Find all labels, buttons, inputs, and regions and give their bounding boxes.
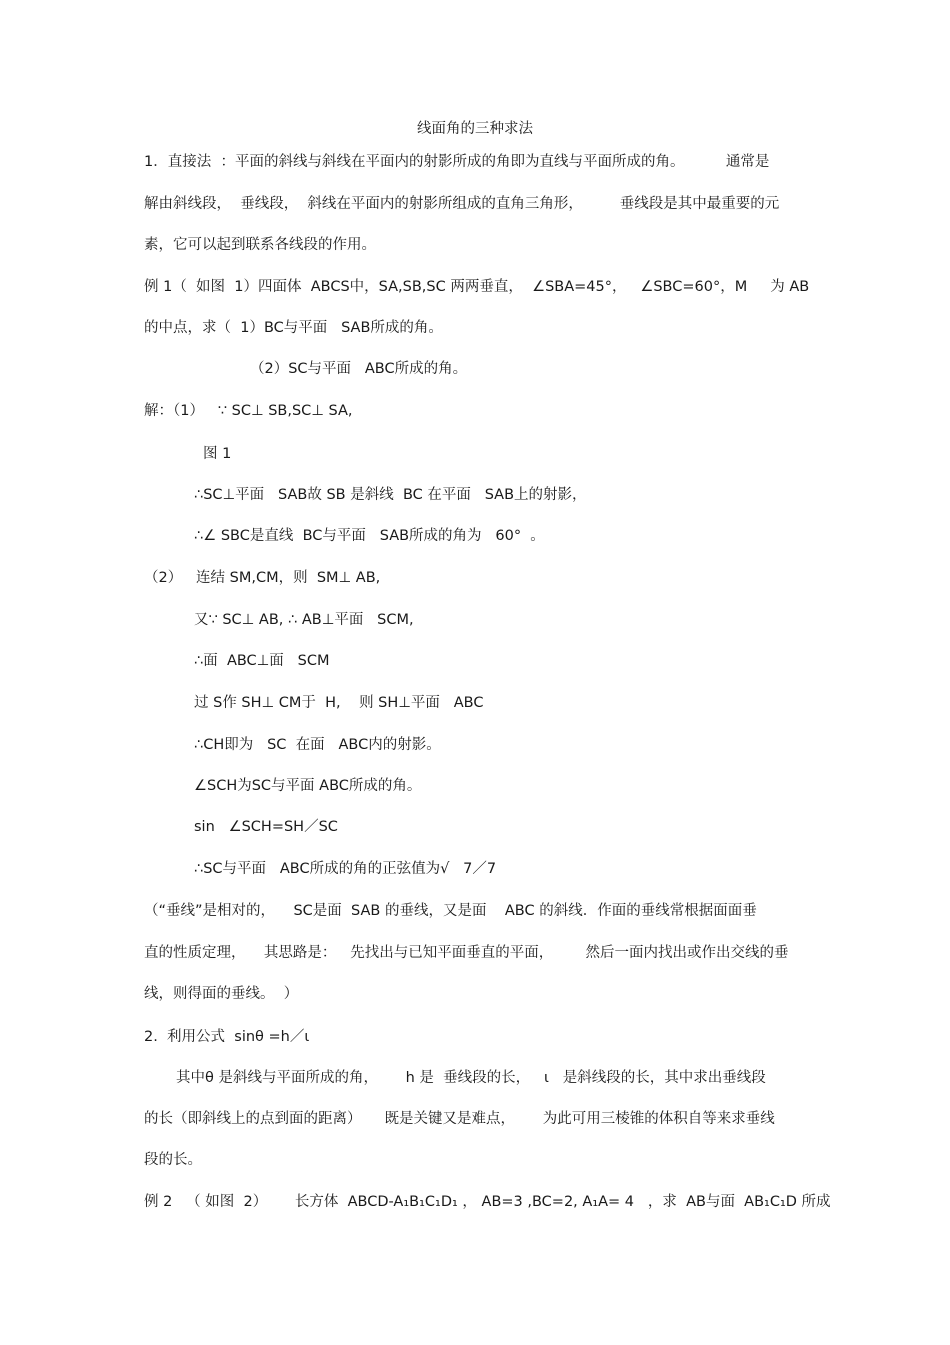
text-line-13: ∴面 ABC⊥面 SCM [194, 653, 330, 669]
text-line-21: 线，则得面的垂线。 ） [144, 986, 299, 1002]
text-line-14: 过 S作 SH⊥ CM于 H, 则 SH⊥平面 ABC [194, 695, 484, 711]
text-line-12: 又∵ SC⊥ AB, ∴ AB⊥平面 SCM, [194, 612, 414, 628]
text-line-11: （2） 连结 SM,CM，则 SM⊥ AB, [144, 570, 381, 586]
text-line-16: ∠SCH为SC与平面 ABC所成的角。 [194, 778, 422, 794]
text-line-23: 其中θ 是斜线与平面所成的角， h 是 垂线段的长， ι 是斜线段的长，其中求出垂线段 [176, 1070, 766, 1086]
text-line-6: （2）SC与平面 ABC所成的角。 [250, 361, 468, 377]
text-line-20: 直的性质定理， 其思路是： 先找出与已知平面垂直的平面， 然后一面内找出或作出交线的垂 [144, 945, 789, 961]
text-line-25: 段的长。 [144, 1152, 202, 1168]
text-line-5: 的中点，求（ 1）BC与平面 SAB所成的角。 [144, 320, 443, 336]
page-title: 线面角的三种求法 [417, 121, 533, 137]
text-line-22: 2. 利用公式 sinθ =h／ι [144, 1029, 310, 1045]
text-line-26: 例 2 （ 如图 2） 长方体 ABCD-A₁B₁C₁D₁ ， AB=3 ,BC=2, A₁A= 4 ，求 AB与面 AB₁C₁D 所成 [144, 1194, 831, 1210]
text-line-1: 1．直接法 ：平面的斜线与斜线在平面内的射影所成的角即为直线与平面所成的角。 通常是 [144, 154, 770, 170]
text-line-19: （“垂线”是相对的， SC是面 SAB 的垂线，又是面 ABC 的斜线．作面的垂线常根据面面垂 [144, 903, 757, 919]
text-line-24: 的长（即斜线上的点到面的距离） 既是关键又是难点， 为此可用三棱锥的体积自等来求垂线 [144, 1111, 775, 1127]
text-line-7: 解：（1） ∵ SC⊥ SB,SC⊥ SA, [144, 403, 353, 419]
text-line-15: ∴CH即为 SC 在面 ABC内的射影。 [194, 737, 441, 753]
text-line-4: 例 1（ 如图 1）四面体 ABCS中，SA,SB,SC 两两垂直， ∠SBA=45°， ∠SBC=60°，M 为 AB [144, 279, 810, 295]
text-line-17: sin ∠SCH=SH／SC [194, 819, 338, 835]
text-line-9: ∴SC⊥平面 SAB故 SB 是斜线 BC 在平面 SAB上的射影， [194, 487, 587, 503]
text-line-2: 解由斜线段， 垂线段， 斜线在平面内的射影所组成的直角三角形， 垂线段是其中最重要的元 [144, 196, 780, 212]
text-line-18: ∴SC与平面 ABC所成的角的正弦值为√ 7／7 [194, 861, 497, 877]
text-line-3: 素，它可以起到联系各线段的作用。 [144, 237, 376, 253]
text-line-10: ∴∠ SBC是直线 BC与平面 SAB所成的角为 60° 。 [194, 528, 545, 544]
figure-caption: 图 1 [203, 446, 232, 462]
